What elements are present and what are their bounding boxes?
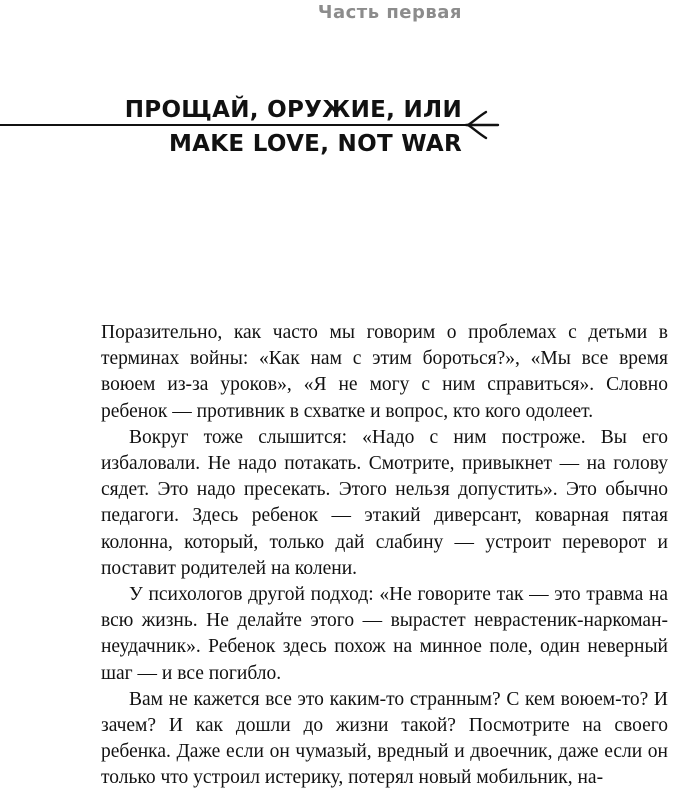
chapter-title-line-2: MAKE LOVE, NOT WAR (168, 131, 462, 157)
paragraph-4: Вам не кажется все это каким-то странным? С кем воюем-то? И зачем? И как дошли до жизни такой? Посмотрите на своего ребенка. Даже если он чумазый, вредный и двоечник, даже если он только что устроил истерику, потерял новый мобильник, на- (101, 688, 668, 789)
paragraph-2: Вокруг тоже слышится: «Надо с ним построже. Вы его избаловали. Не надо потакать. Смотрите, привыкнет — на голову сядет. Это надо пресекать. Этого нельзя допустить». Это обычно педагоги. Здесь ребенок — этакий диверсант, коварная пятая колонна, который, только дай слабину — устроит переворот и поставит родителей на колени. (101, 426, 668, 579)
title-rule (0, 124, 478, 126)
part-label: Часть первая (317, 2, 462, 23)
arrow-fletching-icon (464, 109, 500, 141)
chapter-title-line-1: ПРОЩАЙ, ОРУЖИЕ, ИЛИ (124, 97, 462, 123)
paragraph-1: Поразительно, как часто мы говорим о проблемах с детьми в терминах войны: «Как нам с этим бороться?», «Мы все время воюем из-за уроков», «Я не могу с ним справиться». Словно ребенок — противник в схватке и вопрос, кто кого одолеет. (101, 322, 668, 422)
body-text (101, 320, 668, 792)
paragraph-3: У психологов другой подход: «Не говорите так — это травма на всю жизнь. Не делайте этого — вырастет неврастеник-наркоман-неудачник». Ребенок здесь похож на минное поле, один неверный шаг — и все погибло. (101, 584, 668, 684)
